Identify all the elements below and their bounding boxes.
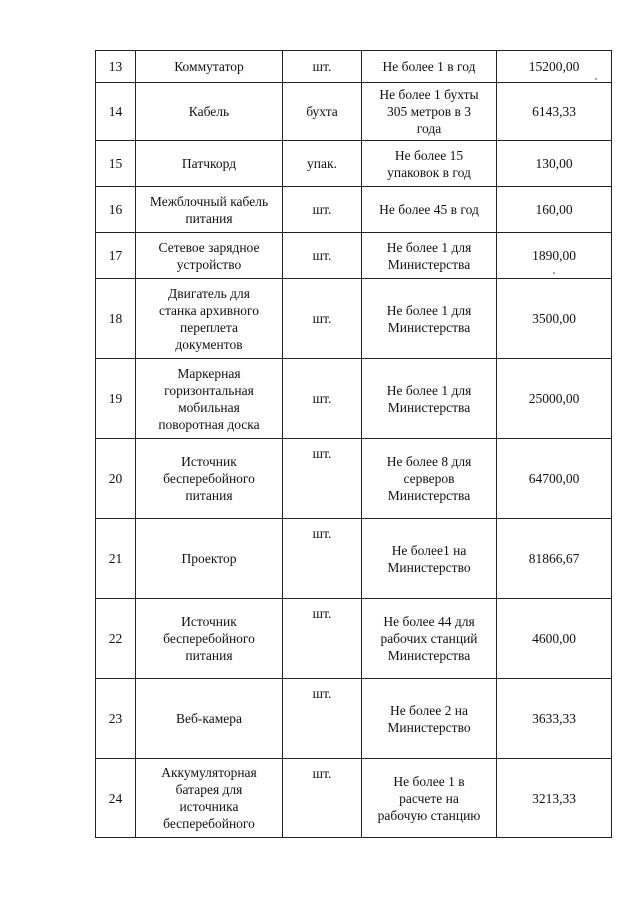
item-name: Сетевое зарядное устройство — [136, 233, 283, 279]
item-price: 15200,00 — [497, 51, 612, 83]
row-number: 17 — [96, 233, 136, 279]
item-price: 130,00 — [497, 141, 612, 187]
item-price: 160,00 — [497, 187, 612, 233]
item-limit: Не более 1 для Министерства — [362, 233, 497, 279]
item-name: Аккумуляторная батарея для источника бесперебойного — [136, 759, 283, 838]
item-limit: Не более1 на Министерство — [362, 519, 497, 599]
table-row — [96, 279, 612, 359]
item-name: Межблочный кабель питания — [136, 187, 283, 233]
item-limit: Не более 1 для Министерства — [362, 359, 497, 439]
item-unit: шт. — [283, 359, 362, 439]
item-name: Двигатель для станка архивного переплета документов — [136, 279, 283, 359]
item-unit: упак. — [283, 141, 362, 187]
item-price: 81866,67 — [497, 519, 612, 599]
row-number: 14 — [96, 83, 136, 141]
table-row — [96, 519, 612, 599]
item-unit: шт. — [283, 759, 362, 838]
item-unit: бухта — [283, 83, 362, 141]
item-unit: шт. — [283, 599, 362, 679]
scan-speck — [595, 78, 597, 80]
item-price: 3633,33 — [497, 679, 612, 759]
item-name: Веб-камера — [136, 679, 283, 759]
item-name: Источник бесперебойного питания — [136, 599, 283, 679]
item-unit: шт. — [283, 51, 362, 83]
row-number: 21 — [96, 519, 136, 599]
table-row — [96, 141, 612, 187]
row-number: 16 — [96, 187, 136, 233]
item-unit: шт. — [283, 519, 362, 599]
item-name: Маркерная горизонтальная мобильная поворотная доска — [136, 359, 283, 439]
row-number: 22 — [96, 599, 136, 679]
table-row — [96, 439, 612, 519]
item-limit: Не более 1 бухты 305 метров в 3 года — [362, 83, 497, 141]
item-price: 1890,00 — [497, 233, 612, 279]
item-limit: Не более 15 упаковок в год — [362, 141, 497, 187]
table-row — [96, 187, 612, 233]
item-price: 4600,00 — [497, 599, 612, 679]
item-limit: Не более 2 на Министерство — [362, 679, 497, 759]
item-limit: Не более 8 для серверов Министерства — [362, 439, 497, 519]
table-row — [96, 359, 612, 439]
table-row — [96, 759, 612, 838]
item-limit: Не более 44 для рабочих станций Министерства — [362, 599, 497, 679]
item-price: 3500,00 — [497, 279, 612, 359]
item-name: Коммутатор — [136, 51, 283, 83]
row-number: 24 — [96, 759, 136, 838]
item-limit: Не более 1 в расчете на рабочую станцию — [362, 759, 497, 838]
item-name: Кабель — [136, 83, 283, 141]
item-name: Источник бесперебойного питания — [136, 439, 283, 519]
table-row — [96, 599, 612, 679]
item-price: 64700,00 — [497, 439, 612, 519]
item-name: Проектор — [136, 519, 283, 599]
item-price: 3213,33 — [497, 759, 612, 838]
row-number: 13 — [96, 51, 136, 83]
row-number: 20 — [96, 439, 136, 519]
scan-speck — [553, 272, 555, 274]
equipment-table — [95, 50, 612, 838]
row-number: 18 — [96, 279, 136, 359]
item-unit: шт. — [283, 679, 362, 759]
item-name: Патчкорд — [136, 141, 283, 187]
item-limit: Не более 45 в год — [362, 187, 497, 233]
item-unit: шт. — [283, 279, 362, 359]
table-row — [96, 51, 612, 83]
table-row — [96, 679, 612, 759]
row-number: 15 — [96, 141, 136, 187]
row-number: 23 — [96, 679, 136, 759]
item-price: 25000,00 — [497, 359, 612, 439]
row-number: 19 — [96, 359, 136, 439]
item-unit: шт. — [283, 439, 362, 519]
item-unit: шт. — [283, 187, 362, 233]
item-limit: Не более 1 в год — [362, 51, 497, 83]
item-limit: Не более 1 для Министерства — [362, 279, 497, 359]
item-price: 6143,33 — [497, 83, 612, 141]
table-row — [96, 233, 612, 279]
table-row — [96, 83, 612, 141]
item-unit: шт. — [283, 233, 362, 279]
